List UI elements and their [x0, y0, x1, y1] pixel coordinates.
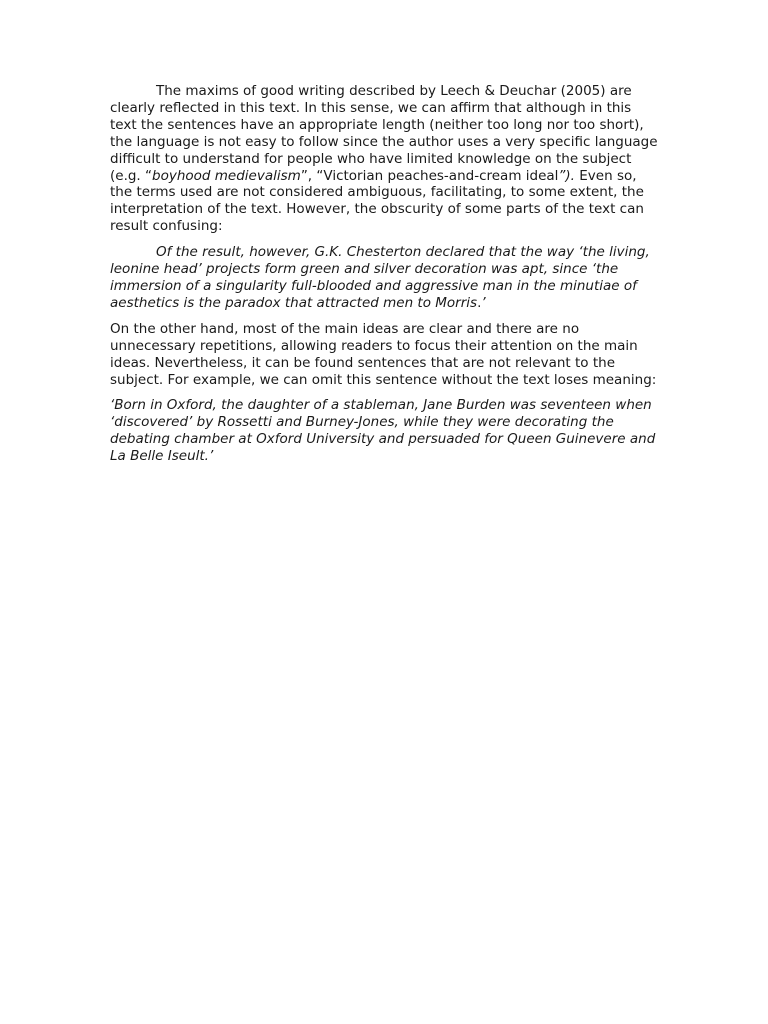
document-body — [110, 83, 660, 465]
paragraph-2: On the other hand, most of the main ideas are clear and there are no unnecessary repetitions, allowing readers to focus their attention on the main ideas. Nevertheless, it can be found sentences that are not relevant to the subject. For example, we can omit this sentence without the text loses meaning: — [110, 320, 657, 388]
quote-2: ‘Born in Oxford, the daughter of a stableman, Jane Burden was seventeen when ‘discovered’ by Rossetti and Burney-Jones, while they were decorating the debating chamber at Oxford University and persuaded for Queen Guinevere and La Belle Iseult.’ — [110, 397, 656, 465]
paragraph-1-text-c: Even so, the terms used are not considered ambiguous, facilitating, to some extent, the interpretation of the text. However, the obscurity of some parts of the text can result confusing: — [110, 167, 644, 235]
paragraph-1-italic-term-1: boyhood medievalism — [152, 167, 301, 184]
paragraph-1-text-a: The maxims of good writing described by Leech & Deuchar (2005) are clearly reflected in this text. In this sense, we can affirm that although in this text the sentences have an appropriate length (neither too long nor too short), the language is not easy to follow since the author uses a very specific language difficult to understand for people who have limited knowledge on the subject (e.g. “ — [110, 83, 658, 184]
quote-1-dot: . — [477, 294, 482, 311]
paragraph-1-italic-close: ”). — [558, 167, 575, 184]
paragraph-1 — [110, 83, 660, 235]
quote-1-text-b: ’ — [481, 294, 486, 311]
quote-1-text-a: Of the result, however, G.K. Chesterton declared that the way ‘the living, leonine head’ projects form green and silver decoration was apt, since ‘the immersion of a singularity full-blooded and aggressive man in the minutiae of aesthetics is the paradox that attracted men to Morris — [110, 244, 650, 311]
paragraph-1-text-b: ”, “Victorian peaches-and-cream ideal — [300, 167, 559, 184]
quote-1 — [110, 244, 660, 312]
